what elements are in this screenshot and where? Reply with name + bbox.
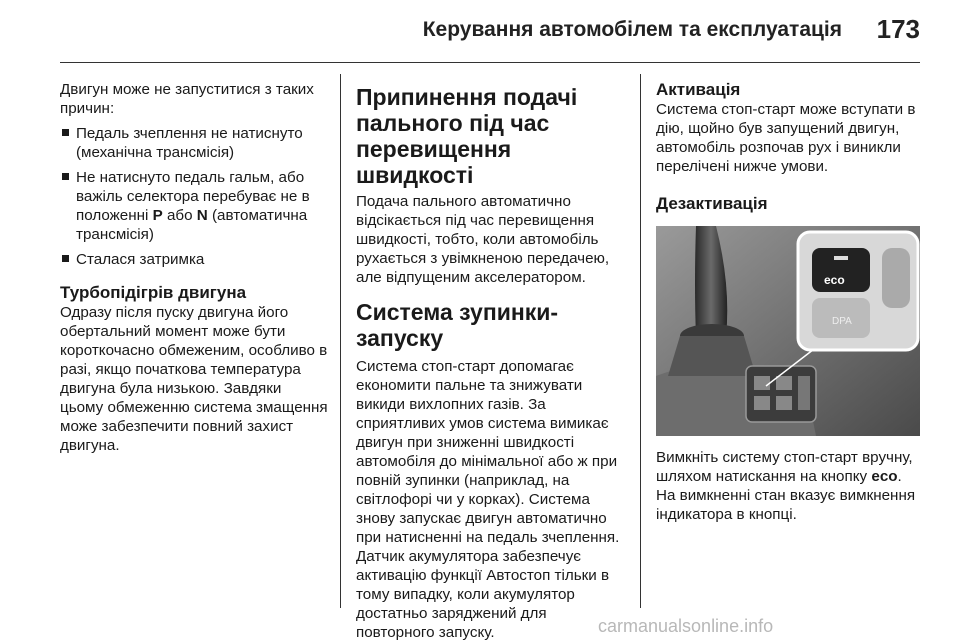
page-header xyxy=(0,0,960,62)
list-item: Сталася затримка xyxy=(60,250,328,269)
bullet-icon xyxy=(62,255,69,262)
bullet-icon xyxy=(62,173,69,180)
stop-start-heading: Система зупинки-запуску xyxy=(356,299,559,351)
console-photo xyxy=(656,226,920,436)
fuel-cut-text: Подача пального автоматично відсікається під час перевищення швидкості, тобто, коли автомобіль рухається з увімкненою передачею, але відпущеним акселератором. xyxy=(356,193,610,286)
deactivation-text: Вимкніть систему стоп-старт вручну, шляхом натискання на кнопку eco. На вимкненні стан вказує вимкнення індикатора в кнопці. xyxy=(656,449,916,523)
activation-text: Система стоп-старт може вступати в дію, щойно був запущений двигун, автомобіль розпочав рух і виникли перелічені нижче умови. xyxy=(656,101,916,175)
dpa-label: DPA xyxy=(832,316,852,327)
reasons-list xyxy=(60,124,328,269)
chapter-title: Керування автомобілем та експлуатація xyxy=(422,18,842,41)
activation-heading: Активація xyxy=(656,80,741,99)
intro-text: Двигун може не запуститися з таких причин: xyxy=(60,81,314,117)
watermark: carmanualsonline.info xyxy=(598,616,774,636)
deactivation-heading: Дезактивація xyxy=(656,194,768,213)
column-right xyxy=(656,80,924,524)
eco-button-label: eco xyxy=(824,273,845,287)
console-illustration xyxy=(656,226,920,436)
list-item: Педаль зчеплення не натиснуто (механічна трансмісія) xyxy=(60,124,328,162)
column-middle xyxy=(356,84,628,642)
eco-key: eco xyxy=(871,468,898,485)
column-left xyxy=(60,80,328,455)
bullet-icon xyxy=(62,129,69,136)
turbo-text: Одразу після пуску двигуна його обертальний момент може бути короткочасно обмеженим, особливо в разі, якщо початкова температура двигуна була низькою. Завдяки цьому обмеженню система змащення може забезпечити повний захист двигуна. xyxy=(60,304,328,454)
column-divider xyxy=(640,74,641,608)
page-number: 173 xyxy=(876,14,920,44)
column-divider xyxy=(340,74,341,608)
stop-start-text: Система стоп-старт допомагає економити пальне та знижувати викиди вихлопних газів. За сприятливих умов система вимикає двигун при зниженні швидкості автомобіля до мінімальної або ж при повній зупинки (наприклад, на світлофорі чи у корках). Система знову запускає двигун автоматично при натисненні на педаль зчеплення. Датчик акумулятора забезпечує активацію функції Автостоп тільки в тому випадку, коли акумулятор достатньо заряджений для повторного запуску. xyxy=(356,358,620,641)
list-item: Не натиснуто педаль гальм, або важіль селектора перебуває не в положенні P або N (автоматична трансмісія) xyxy=(60,168,328,244)
header-rule xyxy=(60,62,920,63)
fuel-cut-heading: Припинення подачі пального під час перевищення швидкості xyxy=(356,84,578,188)
turbo-heading: Турбопідігрів двигуна xyxy=(60,283,247,302)
